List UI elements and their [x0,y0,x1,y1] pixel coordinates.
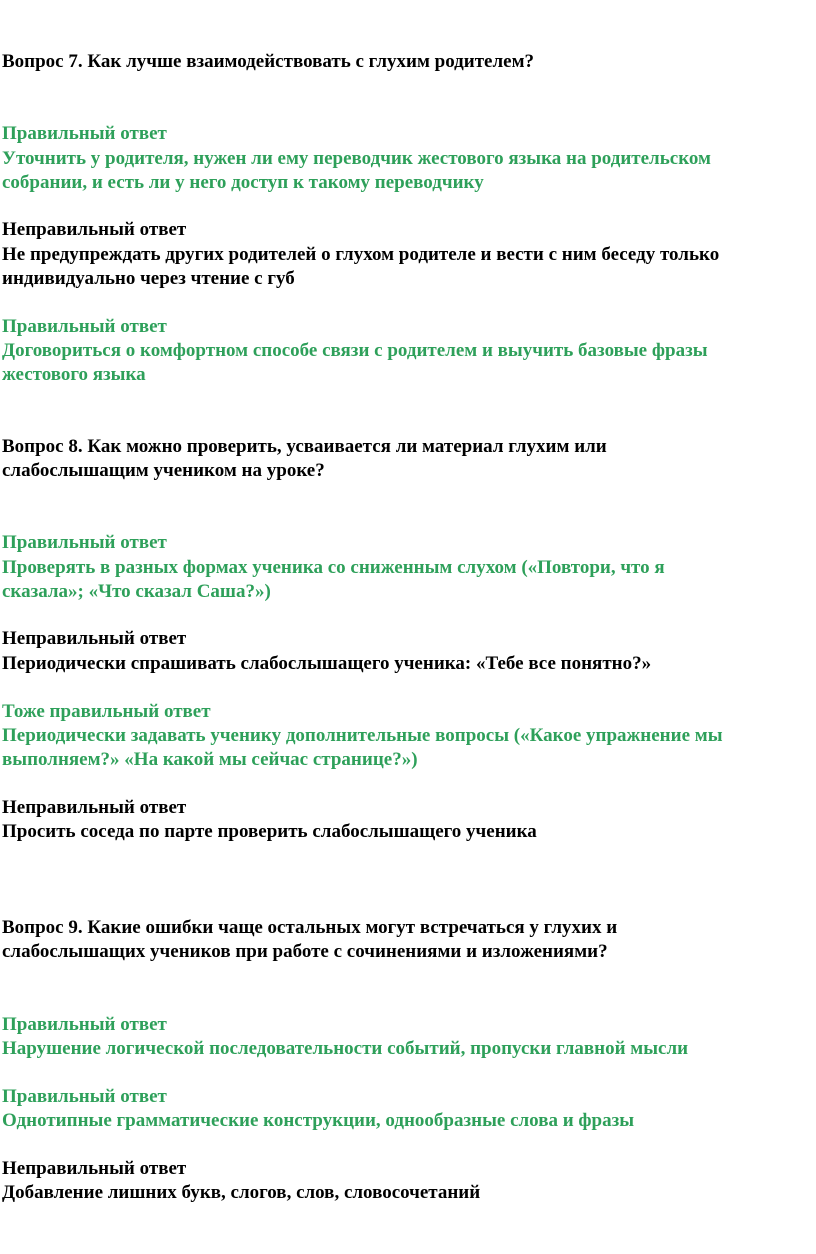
q8-answer-2-text-line1: Периодически спрашивать слабослышащего ученика: «Тебе все понятно?» [2,653,652,674]
question-7-title: Вопрос 7. Как лучше взаимодействовать с глухим родителем? [2,51,535,72]
q7-answer-2-text-line1: Не предупреждать других родителей о глухом родителе и вести с ним беседу только [2,244,720,265]
q8-answer-2-label: Неправильный ответ [2,628,187,649]
q9-answer-1-label: Правильный ответ [2,1014,167,1035]
q8-answer-3-text-line1: Периодически задавать ученику дополнительные вопросы («Какое упражнение мы [2,725,723,746]
q8-answer-4-label: Неправильный ответ [2,797,187,818]
q7-answer-3-text-line1: Договориться о комфортном способе связи с родителем и выучить базовые фразы [2,340,708,361]
q7-answer-1-text-line1: Уточнить у родителя, нужен ли ему переводчик жестового языка на родительском [2,148,711,169]
q8-answer-1-text-line1: Проверять в разных формах ученика со сниженным слухом («Повтори, что я [2,557,665,578]
q9-answer-3-text-line1: Добавление лишних букв, слогов, слов, словосочетаний [2,1182,481,1203]
question-8-title-line2: слабослышащим учеником на уроке? [2,460,325,481]
q7-answer-1-label: Правильный ответ [2,123,167,144]
question-8-title-line1: Вопрос 8. Как можно проверить, усваивается ли материал глухим или [2,436,607,457]
q9-answer-3-label: Неправильный ответ [2,1158,187,1179]
q9-answer-2-text-line1: Однотипные грамматические конструкции, однообразные слова и фразы [2,1110,635,1131]
q8-answer-4-text-line1: Просить соседа по парте проверить слабослышащего ученика [2,821,537,842]
q8-answer-1-text-line2: сказала»; «Что сказал Саша?») [2,581,271,602]
q7-answer-1-text-line2: собрании, и есть ли у него доступ к такому переводчику [2,172,484,193]
q9-answer-2-label: Правильный ответ [2,1086,167,1107]
q7-answer-2-text-line2: индивидуально через чтение с губ [2,268,295,289]
q9-answer-1-text-line1: Нарушение логической последовательности событий, пропуски главной мысли [2,1038,689,1059]
question-9-title-line2: слабослышащих учеников при работе с сочинениями и изложениями? [2,941,608,962]
q8-answer-3-text-line2: выполняем?» «На какой мы сейчас странице?») [2,749,418,770]
question-9-title-line1: Вопрос 9. Какие ошибки чаще остальных могут встречаться у глухих и [2,917,618,938]
q7-answer-3-text-line2: жестового языка [2,364,146,385]
q8-answer-3-label: Тоже правильный ответ [2,701,211,722]
q7-answer-3-label: Правильный ответ [2,316,167,337]
q7-answer-2-label: Неправильный ответ [2,219,187,240]
q8-answer-1-label: Правильный ответ [2,532,167,553]
